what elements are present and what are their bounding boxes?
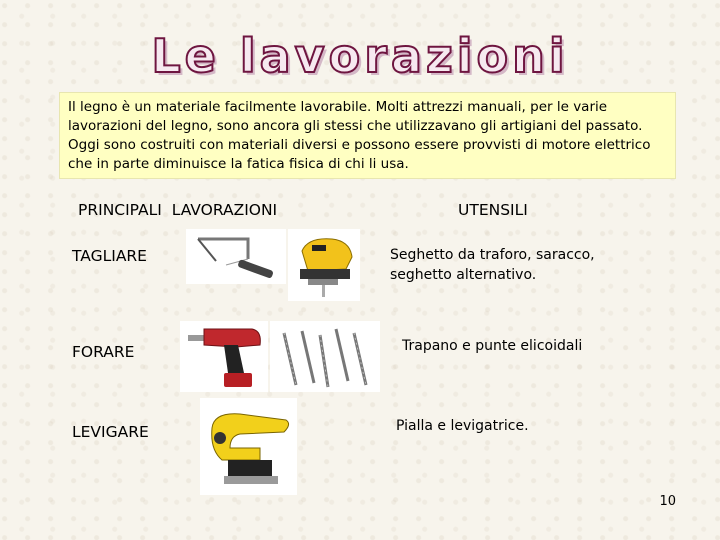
operation-forare: FORARE bbox=[72, 343, 135, 361]
page-number: 10 bbox=[659, 494, 676, 509]
drill-image bbox=[180, 321, 268, 392]
tools-tagliare: Seghetto da traforo, saracco, seghetto alternativo. bbox=[390, 247, 595, 283]
drill-bits-image bbox=[270, 321, 380, 392]
tools-forare: Trapano e punte elicoidali bbox=[402, 338, 583, 354]
jigsaw-image bbox=[288, 229, 360, 301]
operation-levigare: LEVIGARE bbox=[72, 423, 149, 441]
slide-title: Le lavorazioni bbox=[151, 29, 569, 83]
intro-textbox: Il legno è un materiale facilmente lavorabile. Molti attrezzi manuali, per le varie lavorazioni del legno, sono ancora gli stessi che utilizzavano gli artigiani del passato. Oggi sono costruiti con materiali diversi e possono essere provvisti di motore elettrico che in parte diminuisce la fatica fisica di chi li usa. bbox=[59, 92, 676, 179]
fret-saw-image bbox=[186, 229, 286, 284]
header-lavorazioni: PRINCIPALI LAVORAZIONI bbox=[78, 201, 278, 219]
sander-image bbox=[200, 398, 297, 495]
operation-tagliare: TAGLIARE bbox=[72, 247, 147, 265]
header-utensili: UTENSILI bbox=[458, 201, 528, 219]
tools-levigare: Pialla e levigatrice. bbox=[396, 418, 529, 434]
